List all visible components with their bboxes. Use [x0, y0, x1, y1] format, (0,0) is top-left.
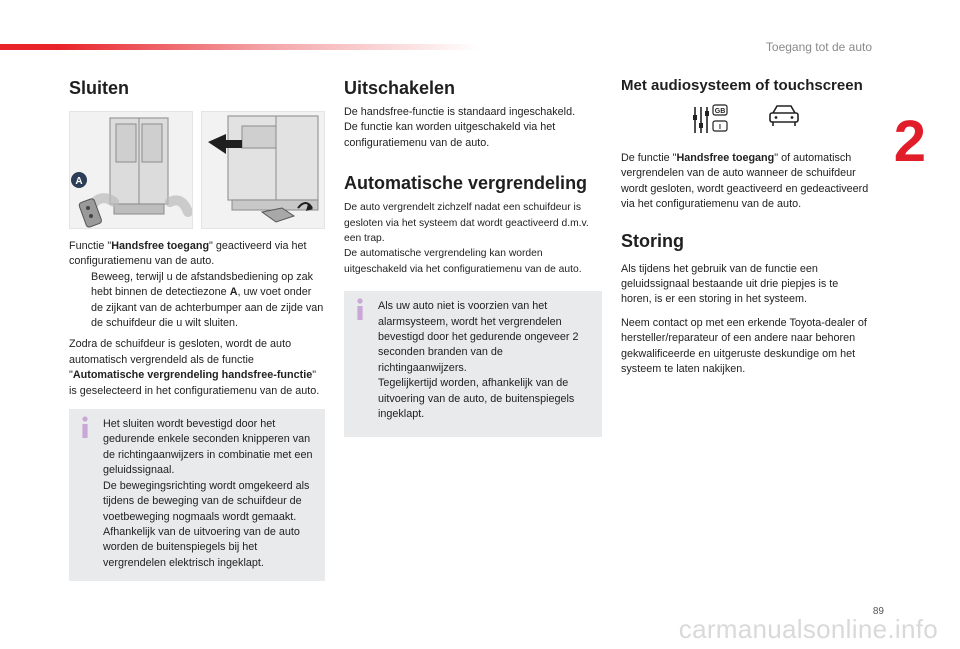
- column-audio: [621, 78, 871, 377]
- paragraph-auto-lock: Zodra de schuifdeur is gesloten, wordt de auto automatisch vergrendeld als de functie "Automatische vergrendeling handsfree-functie" is geselecteerd in het configuratiemenu van de auto.: [69, 338, 320, 397]
- paragraph-auto-lock-info: De auto vergrendelt zichzelf nadat een schuifdeur is gesloten via het systeem dat wordt geactiveerd d.m.v. een trap. De automatische vergrendeling kan worden uitgeschakeld via het configuratiemenu van de auto.: [344, 202, 589, 275]
- paragraph-deactivate: De handsfree-functie is standaard ingeschakeld. De functie kan worden uitgeschakeld via het configuratiemenu van de auto.: [344, 106, 576, 149]
- note-text: Als uw auto niet is voorzien van het alarmsysteem, wordt het vergrendelen bevestigd door het gedurende ongeveer 2 seconden branden van de richtingaanwijzers. Tegelijkertijd worden, afhankelijk van de uitvoering van de auto, de buitenspiegels ingeklapt.: [378, 300, 579, 421]
- info-icon: [79, 416, 91, 438]
- note-text: Het sluiten wordt bevestigd door het gedurende enkele seconden knipperen van de richtingaanwijzers in combinatie met een geluidssignaal. De bewegingsrichting wordt omgekeerd als tijdens de beweging van de schuifdeur de voetbeweging nogmaals wordt gemaakt. Afhankelijk van de uitvoering van de auto worden de buitenspiegels bij het vergrendelen elektrisch ingeklapt.: [103, 418, 313, 569]
- settings-menu-icon: [691, 101, 731, 137]
- paragraph-handsfree-audio: De functie "Handsfree toegang" of automatisch vergrendelen van de auto wanneer de schuifdeur wordt gesloten, wordt geactiveerd en gedeactiveerd via het configuratiemenu van de auto.: [621, 152, 869, 211]
- closing-steps: [69, 270, 325, 332]
- heading-auto-lock: Automatische vergrendeling: [344, 173, 588, 194]
- closing-illustration: [69, 111, 325, 229]
- watermark: carmanualsonline.info: [678, 614, 938, 644]
- paragraph-fault-signal: Als tijdens het gebruik van de functie een geluidssignaal bestaande uit drie piepjes is te horen, is er een storing in het systeem.: [621, 262, 839, 306]
- list-item: Beweeg, terwijl u de afstandsbediening op zak hebt binnen de detectiezone A, uw voet onder de zijkant van de achterbumper aan de zijde van de schuifdeur die u wilt sluiten.: [91, 270, 324, 330]
- info-badge: I: [719, 124, 721, 131]
- car-icon: [767, 101, 801, 129]
- info-icon: [354, 298, 366, 320]
- settings-icons: [621, 101, 871, 137]
- page-number: 89: [872, 606, 884, 617]
- info-note-closing: [69, 409, 325, 581]
- header-accent-bar: [0, 44, 480, 50]
- language-badge-gb: GB: [714, 108, 726, 115]
- heading-uitschakelen: Uitschakelen: [344, 78, 456, 98]
- van-rear-illustration: [69, 111, 193, 229]
- van-rear-drawing: [70, 112, 193, 229]
- heading-sluiten: Sluiten: [69, 78, 130, 98]
- info-note-alarm: [344, 291, 602, 437]
- van-side-illustration: [201, 111, 325, 229]
- paragraph-contact-dealer: Neem contact op met een erkende Toyota-dealer of hersteller/reparateur of een andere naar behoren gekwalificeerde en uitgeruste deskundige om het systeem te laten nakijken.: [621, 316, 867, 376]
- section-title: Toegang tot de auto: [765, 40, 872, 54]
- heading-audio-touchscreen: Met audiosysteem of touchscreen: [621, 77, 863, 94]
- van-side-drawing: [202, 112, 325, 229]
- column-deactivate: [344, 78, 602, 437]
- chapter-number: 2: [893, 109, 926, 174]
- detection-zone-label: A: [75, 176, 83, 187]
- paragraph-function-active: Functie "Handsfree toegang" geactiveerd via het configuratiemenu van de auto.: [69, 240, 307, 268]
- column-closing: [69, 78, 325, 581]
- heading-storing: Storing: [621, 230, 684, 251]
